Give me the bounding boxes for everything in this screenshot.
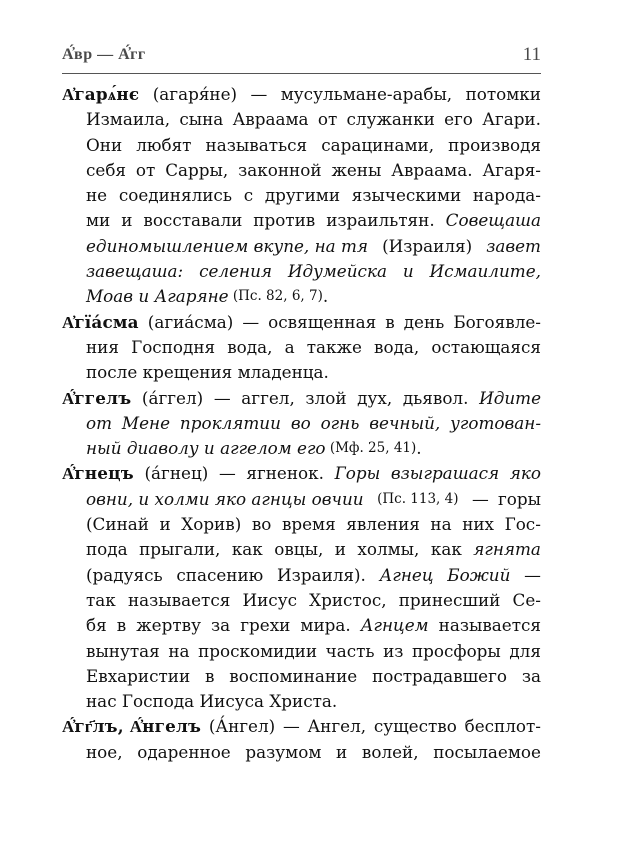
text-line xyxy=(62,664,541,689)
headword: А҆гїа́сма xyxy=(62,311,139,332)
word: Агнцем xyxy=(360,615,429,636)
word: вечный, xyxy=(369,412,441,433)
word: принесший xyxy=(398,589,501,610)
text-line xyxy=(62,714,541,739)
word: восставали xyxy=(143,210,243,231)
word: — xyxy=(250,84,268,104)
word: после крещения младенца. xyxy=(86,362,329,383)
word: разумом xyxy=(245,741,322,762)
word: и xyxy=(159,514,171,535)
dictionary-body xyxy=(62,82,541,765)
word: Совещаша xyxy=(445,210,541,231)
word: Агнец xyxy=(379,564,434,585)
word: за xyxy=(211,615,231,636)
word: проскомидии xyxy=(198,640,318,661)
word: дьявол. xyxy=(402,387,469,408)
word: другими xyxy=(264,185,341,206)
text-line xyxy=(62,487,541,512)
dictionary-entry xyxy=(62,461,541,714)
word: как xyxy=(430,539,462,560)
word: прыгали, xyxy=(139,539,221,560)
word: не xyxy=(86,185,108,206)
word: день xyxy=(403,311,445,332)
word: волей, xyxy=(361,741,419,762)
word: жены xyxy=(331,159,382,180)
word: взыграшася xyxy=(390,463,500,484)
word: служанки xyxy=(346,109,435,130)
word: (Синай xyxy=(86,514,149,535)
word: грехи xyxy=(240,615,291,636)
word: мусульмане-арабы, xyxy=(280,84,453,104)
headword: А҆́гнецъ xyxy=(62,463,134,484)
word: (агиа́сма) xyxy=(147,311,234,332)
word: — xyxy=(472,488,489,509)
headword: А҆́гг҃лъ, А҆́нгелъ xyxy=(62,716,202,737)
headword: А҆гарѧ́нє xyxy=(62,84,140,104)
word: Израиля). xyxy=(277,564,366,585)
word: вода, xyxy=(227,336,273,357)
word: его xyxy=(444,109,473,130)
word: посылаемое xyxy=(433,741,541,762)
word: ния xyxy=(86,336,119,357)
text-line xyxy=(62,234,541,259)
word: Сарры, xyxy=(165,159,229,180)
word: называется xyxy=(438,615,541,636)
citation: (Мф. 25, 41) xyxy=(325,440,417,457)
word: любят xyxy=(136,134,192,155)
word: них xyxy=(462,514,495,535)
word: — xyxy=(282,716,300,737)
text-line xyxy=(62,360,541,385)
text-line xyxy=(62,310,541,335)
word: Идите xyxy=(479,387,541,408)
word: в xyxy=(385,311,395,332)
word: для xyxy=(509,640,541,661)
word: а xyxy=(284,336,295,357)
dictionary-entry xyxy=(62,714,541,765)
word: Агари. xyxy=(482,109,541,130)
word: Господня xyxy=(131,336,216,357)
word: ный диаволу и аггелом его xyxy=(86,438,326,459)
text-line xyxy=(62,740,541,765)
word: — xyxy=(213,387,231,408)
dictionary-entry xyxy=(62,82,541,310)
word: во xyxy=(251,514,272,535)
word: Исмаилите, xyxy=(429,261,541,282)
headword: А҆́ггелъ xyxy=(62,387,132,408)
word: на xyxy=(168,640,190,661)
text-line xyxy=(62,689,541,714)
word: на xyxy=(430,514,452,535)
text-line xyxy=(62,259,541,284)
word: Они xyxy=(86,134,123,155)
text-line xyxy=(62,386,541,411)
word: Се- xyxy=(512,589,541,610)
word: Идумейска xyxy=(287,261,387,282)
text-line xyxy=(62,512,541,537)
word: Ангел, xyxy=(307,716,367,737)
word: бесплот- xyxy=(464,716,541,737)
word: называется xyxy=(127,589,231,610)
word: Евхаристии xyxy=(86,665,191,686)
running-head-range: А҆́вр — А҆́гг xyxy=(62,46,146,63)
word: спасению xyxy=(176,564,264,585)
word: проклятии xyxy=(179,412,281,433)
citation: (Пс. 113, 4) xyxy=(372,490,463,507)
word: в xyxy=(116,615,127,636)
word: — xyxy=(218,463,236,484)
word: остающаяся xyxy=(431,336,541,357)
word: вынутая xyxy=(86,640,160,661)
text-line xyxy=(62,158,541,183)
text-line xyxy=(62,588,541,613)
word: за xyxy=(521,665,541,686)
word: аггел, xyxy=(241,387,295,408)
word: пострадавшего xyxy=(372,665,507,686)
text-line xyxy=(62,537,541,562)
text-line xyxy=(62,411,541,436)
word: холмы, xyxy=(357,539,420,560)
word: (а́ггел) xyxy=(141,387,204,408)
word: ягненок. xyxy=(246,463,324,484)
word: Моав и Агаряне xyxy=(86,286,229,307)
word: от xyxy=(135,159,156,180)
word: воспоминание xyxy=(229,665,358,686)
word: ми xyxy=(86,210,111,231)
word: ное, xyxy=(86,741,123,762)
word: Иисус xyxy=(242,589,297,610)
word: Агаря- xyxy=(482,159,541,180)
word: Божий xyxy=(447,564,511,585)
word: и xyxy=(402,261,414,282)
word: существо xyxy=(373,716,457,737)
word: против xyxy=(253,210,316,231)
word: языческими xyxy=(351,185,462,206)
text-line xyxy=(62,183,541,208)
word: (агаря́не) xyxy=(152,84,238,104)
word: пода xyxy=(86,539,128,560)
word: (радуясь xyxy=(86,564,163,585)
text-line xyxy=(62,133,541,158)
text-line xyxy=(62,613,541,638)
word: огнь xyxy=(320,412,360,433)
word: народа- xyxy=(472,185,541,206)
word: овцы, xyxy=(274,539,324,560)
word: уготован- xyxy=(450,412,541,433)
word: . xyxy=(416,438,422,459)
word: с xyxy=(243,185,254,206)
word: потомки xyxy=(465,84,541,104)
word: — xyxy=(242,311,260,332)
running-header xyxy=(62,44,541,68)
word: израильтян. xyxy=(326,210,435,231)
text-line xyxy=(62,335,541,360)
word: от xyxy=(317,109,338,130)
word: время xyxy=(281,514,336,535)
word: во xyxy=(290,412,311,433)
word: Гос- xyxy=(504,514,541,535)
word: Хорив) xyxy=(181,514,242,535)
word: просфоры xyxy=(412,640,501,661)
word: от xyxy=(86,412,113,433)
word: Христос, xyxy=(309,589,387,610)
word: называться xyxy=(205,134,308,155)
word: сарацинами, xyxy=(321,134,435,155)
text-line xyxy=(62,436,541,461)
word: также xyxy=(306,336,362,357)
word: (а́гнец) xyxy=(144,463,209,484)
word: нас Господа Иисуса Христа. xyxy=(86,691,338,712)
text-line xyxy=(62,208,541,233)
page-number: 11 xyxy=(522,44,541,65)
word: производя xyxy=(448,134,541,155)
word: дух, xyxy=(357,387,393,408)
text-line xyxy=(62,563,541,588)
word: как xyxy=(231,539,263,560)
word: так xyxy=(86,589,116,610)
word: селения xyxy=(199,261,273,282)
text-line xyxy=(62,461,541,486)
word: завещаша: xyxy=(86,261,184,282)
word: соединялись xyxy=(118,185,232,206)
word: яко xyxy=(509,463,541,484)
word: из xyxy=(383,640,404,661)
dictionary-entry xyxy=(62,310,541,386)
word: вода, xyxy=(374,336,420,357)
word: часть xyxy=(325,640,375,661)
word: Горы xyxy=(334,463,381,484)
word: в xyxy=(204,665,215,686)
word: сына xyxy=(179,109,224,130)
word: Мене xyxy=(121,412,171,433)
word: (Израиля) xyxy=(382,235,473,256)
word: горы xyxy=(497,488,541,509)
text-line xyxy=(62,639,541,664)
word: Богоявле- xyxy=(453,311,541,332)
header-rule xyxy=(62,73,541,74)
word: (А́нгел) xyxy=(208,716,276,737)
word: злой xyxy=(305,387,347,408)
word: бя xyxy=(86,615,107,636)
word: ягнята xyxy=(473,539,541,560)
word: . xyxy=(322,286,329,307)
word: Авраама. xyxy=(391,159,473,180)
word: завет xyxy=(486,235,541,256)
word: мира. xyxy=(300,615,351,636)
word: овни, и холми яко агнцы овчии xyxy=(86,488,364,509)
word: себя xyxy=(86,159,127,180)
citation: (Пс. 82, 6, 7) xyxy=(228,288,323,305)
dictionary-entry xyxy=(62,386,541,462)
word: Измаила, xyxy=(86,109,171,130)
text-line xyxy=(62,82,541,107)
word: жертву xyxy=(136,615,201,636)
word: — xyxy=(524,564,541,585)
text-line xyxy=(62,284,541,309)
word: освященная xyxy=(268,311,377,332)
word: единомышлением вкупе, на тя xyxy=(86,235,369,256)
word: явления xyxy=(346,514,420,535)
word: Авраама xyxy=(232,109,309,130)
word: и xyxy=(334,539,346,560)
word: и xyxy=(121,210,133,231)
text-line xyxy=(62,107,541,132)
word: и xyxy=(336,741,348,762)
word: одаренное xyxy=(137,741,231,762)
word: законной xyxy=(238,159,322,180)
